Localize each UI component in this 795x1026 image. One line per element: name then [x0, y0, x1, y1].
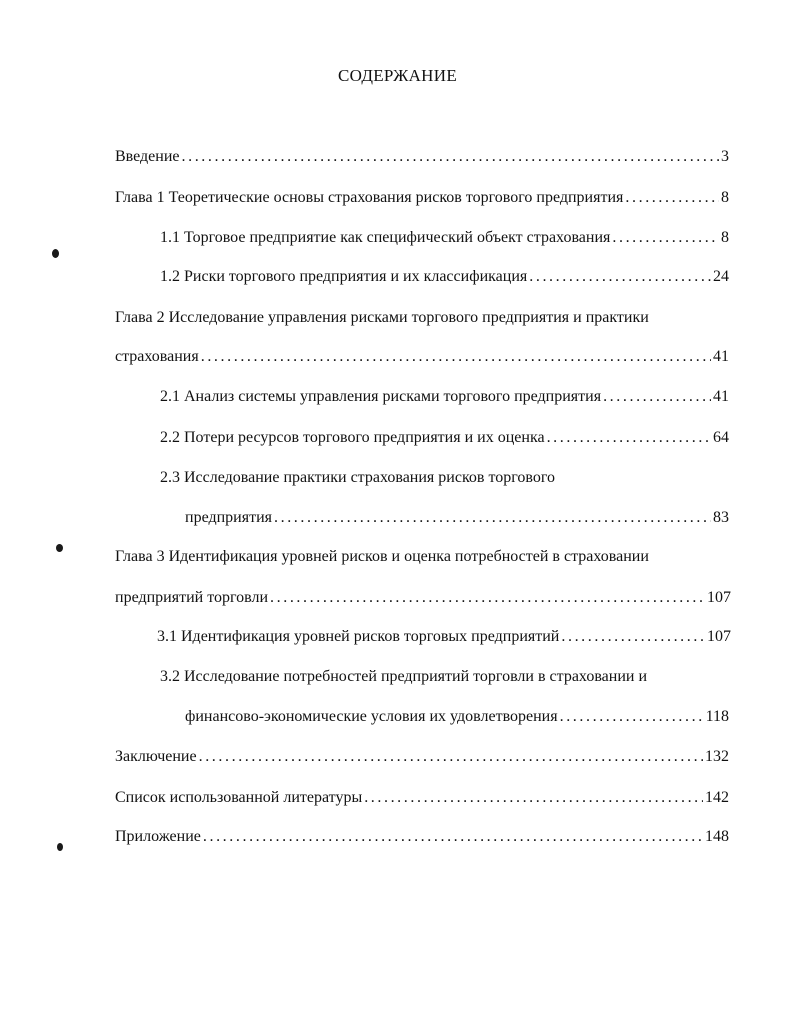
toc-leader-dots: [547, 427, 711, 449]
toc-leader-dots: [270, 587, 705, 609]
toc-entry-chapter-3: [115, 587, 731, 609]
toc-entry-page: 8: [721, 189, 729, 206]
scan-mark: [56, 544, 63, 552]
toc-entry-page: 41: [713, 348, 729, 365]
toc-entry-page: 83: [713, 509, 729, 526]
toc-leader-dots: [274, 507, 711, 529]
toc-entry-text: 2.1 Анализ системы управления рисками торгового предприятия: [160, 388, 602, 405]
toc-entry-page: 24: [713, 268, 729, 285]
toc-entry-section-3-1: [157, 626, 731, 648]
toc-entry-chapter-2: [115, 346, 729, 368]
toc-entry-text: финансово-экономические условия их удовлетворения: [185, 708, 558, 725]
toc-entry-section-1-2: [160, 266, 729, 288]
toc-leader-dots: [201, 346, 711, 368]
toc-entry-page: 142: [705, 789, 729, 806]
toc-leader-dots: [364, 787, 703, 809]
toc-leader-dots: [612, 227, 719, 249]
toc-entry-page: 132: [705, 748, 729, 765]
toc-entry-text: Список использованной литературы: [115, 789, 363, 806]
toc-leader-dots: [529, 266, 711, 288]
toc-entry-section-3-2-line1: 3.2 Исследование потребностей предприятий торговли в страховании и: [160, 668, 648, 685]
toc-entry-page: 118: [705, 708, 729, 725]
toc-leader-dots: [561, 626, 705, 648]
toc-entry-page: 107: [707, 589, 731, 606]
toc-entry-bibliography: [115, 787, 729, 809]
toc-entry-page: 8: [721, 229, 729, 246]
toc-entry-section-3-2: [185, 706, 729, 728]
toc-leader-dots: [182, 146, 720, 168]
toc-leader-dots: [199, 746, 703, 768]
toc-entry-text: Глава 1 Теоретические основы страхования рисков торгового предприятия: [115, 189, 624, 206]
toc-entry-text: Приложение: [115, 828, 201, 845]
toc-entry-text: 2.2 Потери ресурсов торгового предприятия и их оценка: [160, 429, 545, 446]
toc-entry-page: 148: [705, 828, 729, 845]
toc-entry-text: 1.2 Риски торгового предприятия и их классификация: [160, 268, 528, 285]
toc-leader-dots: [560, 706, 704, 728]
toc-entry-page: 3: [721, 148, 729, 165]
toc-entry-text: 1.1 Торговое предприятие как специфический объект страхования: [160, 229, 611, 246]
toc-leader-dots: [203, 826, 703, 848]
toc-entry-chapter-1: [115, 187, 729, 209]
toc-entry-section-1-1: [160, 227, 729, 249]
toc-entry-text: Заключение: [115, 748, 197, 765]
toc-leader-dots: [603, 386, 711, 408]
scan-mark: [57, 843, 63, 851]
toc-leader-dots: [625, 187, 719, 209]
toc-entry-conclusion: [115, 746, 729, 768]
toc-entry-section-2-3-line1: 2.3 Исследование практики страхования рисков торгового: [160, 469, 556, 486]
toc-entry-page: 64: [713, 429, 729, 446]
toc-entry-chapter-3-line1: Глава 3 Идентификация уровней рисков и оценка потребностей в страховании: [115, 548, 649, 565]
scan-mark: [52, 249, 59, 258]
toc-entry-section-2-1: [160, 386, 729, 408]
toc-entry-text: Введение: [115, 148, 180, 165]
toc-entry-section-2-2: [160, 427, 729, 449]
toc-entry-text: страхования: [115, 348, 199, 365]
toc-entry-page: 107: [707, 628, 731, 645]
toc-entry-text: предприятия: [185, 509, 272, 526]
toc-entry-text: 3.1 Идентификация уровней рисков торговых предприятий: [157, 628, 560, 645]
toc-entry-chapter-2-line1: Глава 2 Исследование управления рисками торгового предприятия и практики: [115, 309, 649, 326]
toc-entry-page: 41: [713, 388, 729, 405]
toc-entry-introduction: [115, 146, 729, 168]
page-title: СОДЕРЖАНИЕ: [337, 66, 458, 85]
toc-entry-text: предприятий торговли: [115, 589, 269, 606]
toc-entry-appendix: [115, 826, 729, 848]
toc-entry-section-2-3: [185, 507, 729, 529]
